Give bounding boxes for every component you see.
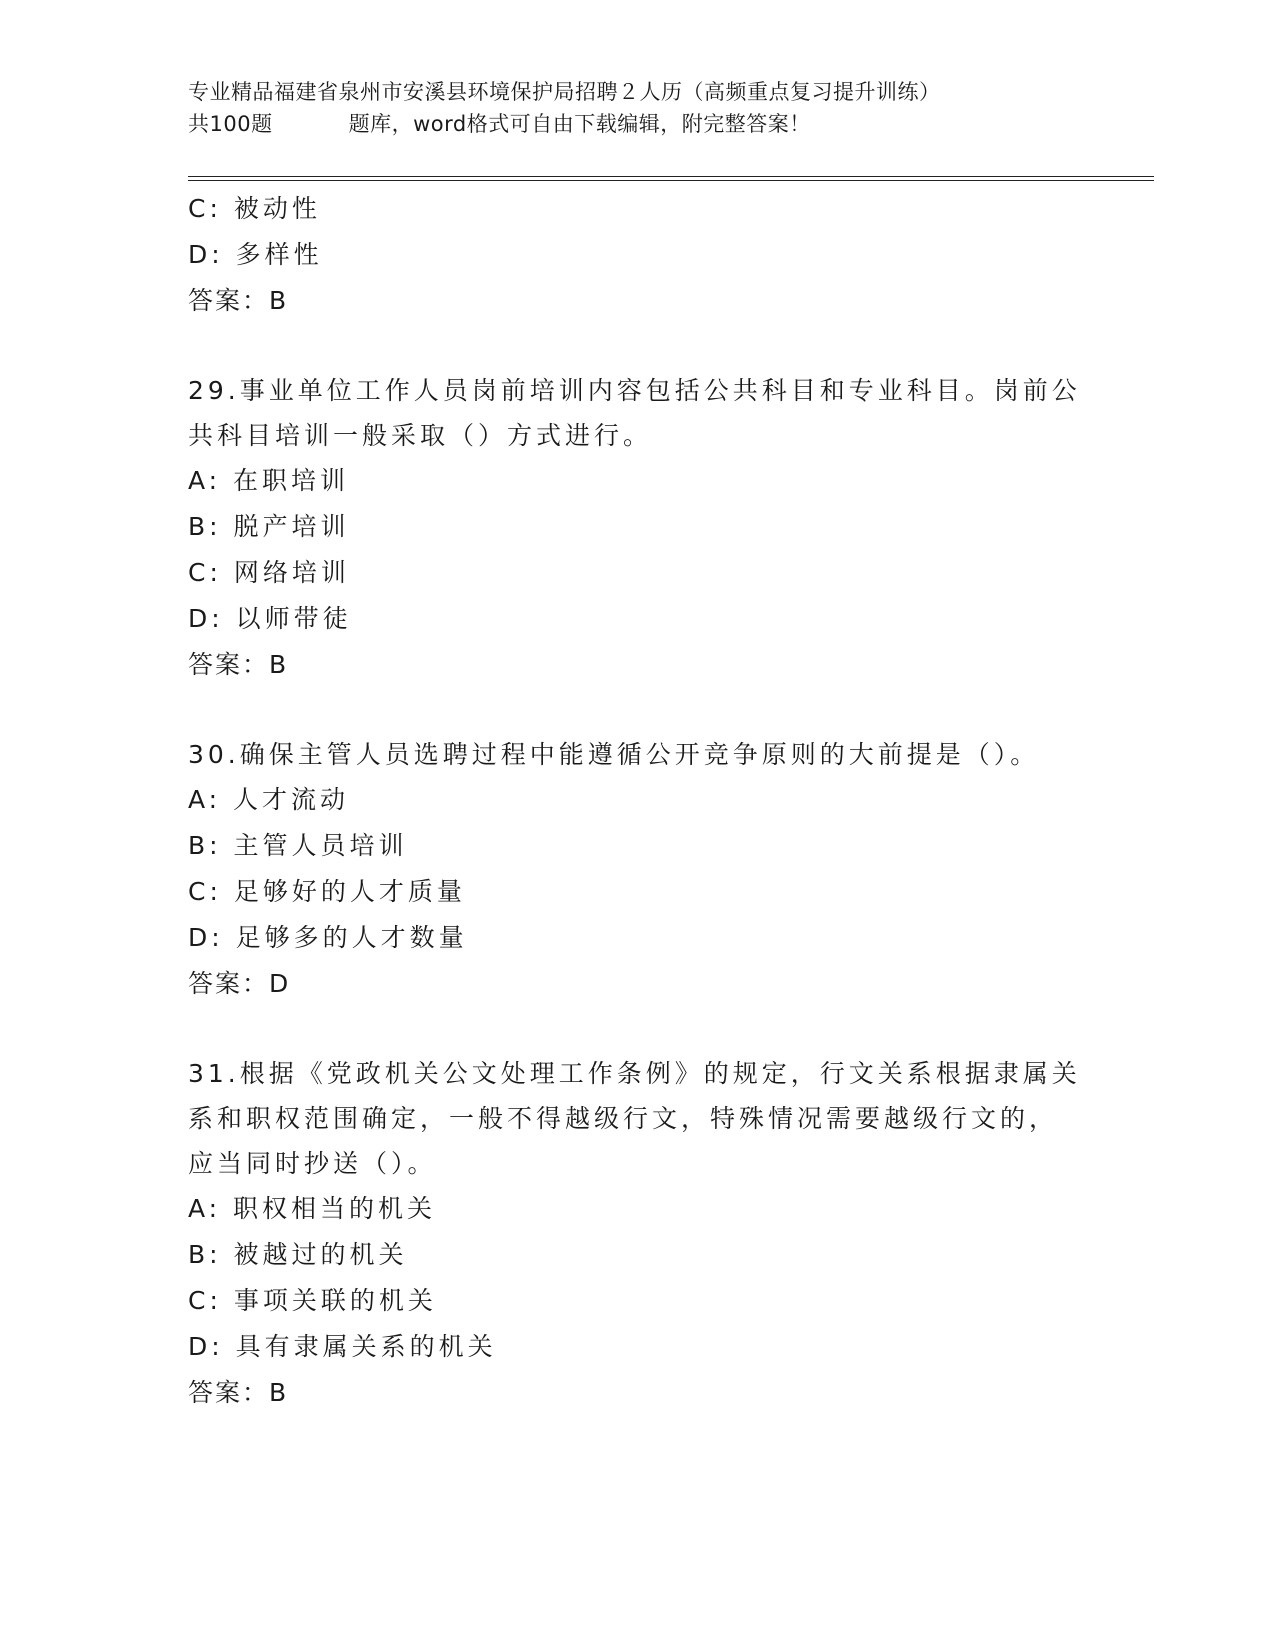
option-b: B: 被越过的机关 <box>188 1240 408 1269</box>
answer-line: 答案：B <box>188 650 289 679</box>
option-c: C: 足够好的人才质量 <box>188 877 466 906</box>
header-title-line: 专业精品福建省泉州市安溪县环境保护局招聘２人历（高频重点复习提升训练） <box>188 80 941 104</box>
question-28-tail <box>188 186 1088 324</box>
answer-line: 答案：B <box>188 1378 289 1407</box>
question-list <box>188 186 1088 1416</box>
question-stem <box>188 368 1088 458</box>
stem-line: 系和职权范围确定，一般不得越级行文，特殊情况需要越级行文的， <box>188 1104 1059 1133</box>
question-31 <box>188 1051 1088 1416</box>
question-30 <box>188 732 1088 1007</box>
stem-line: 29.事业单位工作人员岗前培训内容包括公共科目和专业科目。岗前公 <box>188 376 1081 405</box>
option-c: C: 被动性 <box>188 194 321 223</box>
option-a: A: 职权相当的机关 <box>188 1194 437 1223</box>
option-a: A: 在职培训 <box>188 466 350 495</box>
option-a: A: 人才流动 <box>188 785 350 814</box>
header-divider-top <box>188 176 1154 177</box>
option-d: D: 具有隶属关系的机关 <box>188 1332 497 1361</box>
question-stem <box>188 732 1088 777</box>
answer-line: 答案：B <box>188 286 289 315</box>
option-d: D: 足够多的人才数量 <box>188 923 468 952</box>
option-d: D: 多样性 <box>188 240 323 269</box>
option-b: B: 脱产培训 <box>188 512 350 541</box>
header-description: 题库，word格式可自由下载编辑，附完整答案！ <box>348 112 811 136</box>
stem-line: 共科目培训一般采取（）方式进行。 <box>188 421 653 450</box>
stem-line: 31.根据《党政机关公文处理工作条例》的规定，行文关系根据隶属关 <box>188 1059 1081 1088</box>
header-divider-bottom <box>188 180 1154 181</box>
stem-line: 应当同时抄送（）。 <box>188 1149 437 1178</box>
header-subtitle-line <box>188 108 1088 140</box>
page-header <box>188 76 1088 140</box>
option-c: C: 网络培训 <box>188 558 350 587</box>
option-c: C: 事项关联的机关 <box>188 1286 437 1315</box>
answer-line: 答案：D <box>188 969 291 998</box>
question-stem <box>188 1051 1088 1186</box>
option-b: B: 主管人员培训 <box>188 831 408 860</box>
header-question-count: 共100题 <box>188 112 273 136</box>
question-29 <box>188 368 1088 688</box>
option-d: D: 以师带徒 <box>188 604 352 633</box>
stem-line: 30.确保主管人员选聘过程中能遵循公开竞争原则的大前提是（）。 <box>188 740 1040 769</box>
